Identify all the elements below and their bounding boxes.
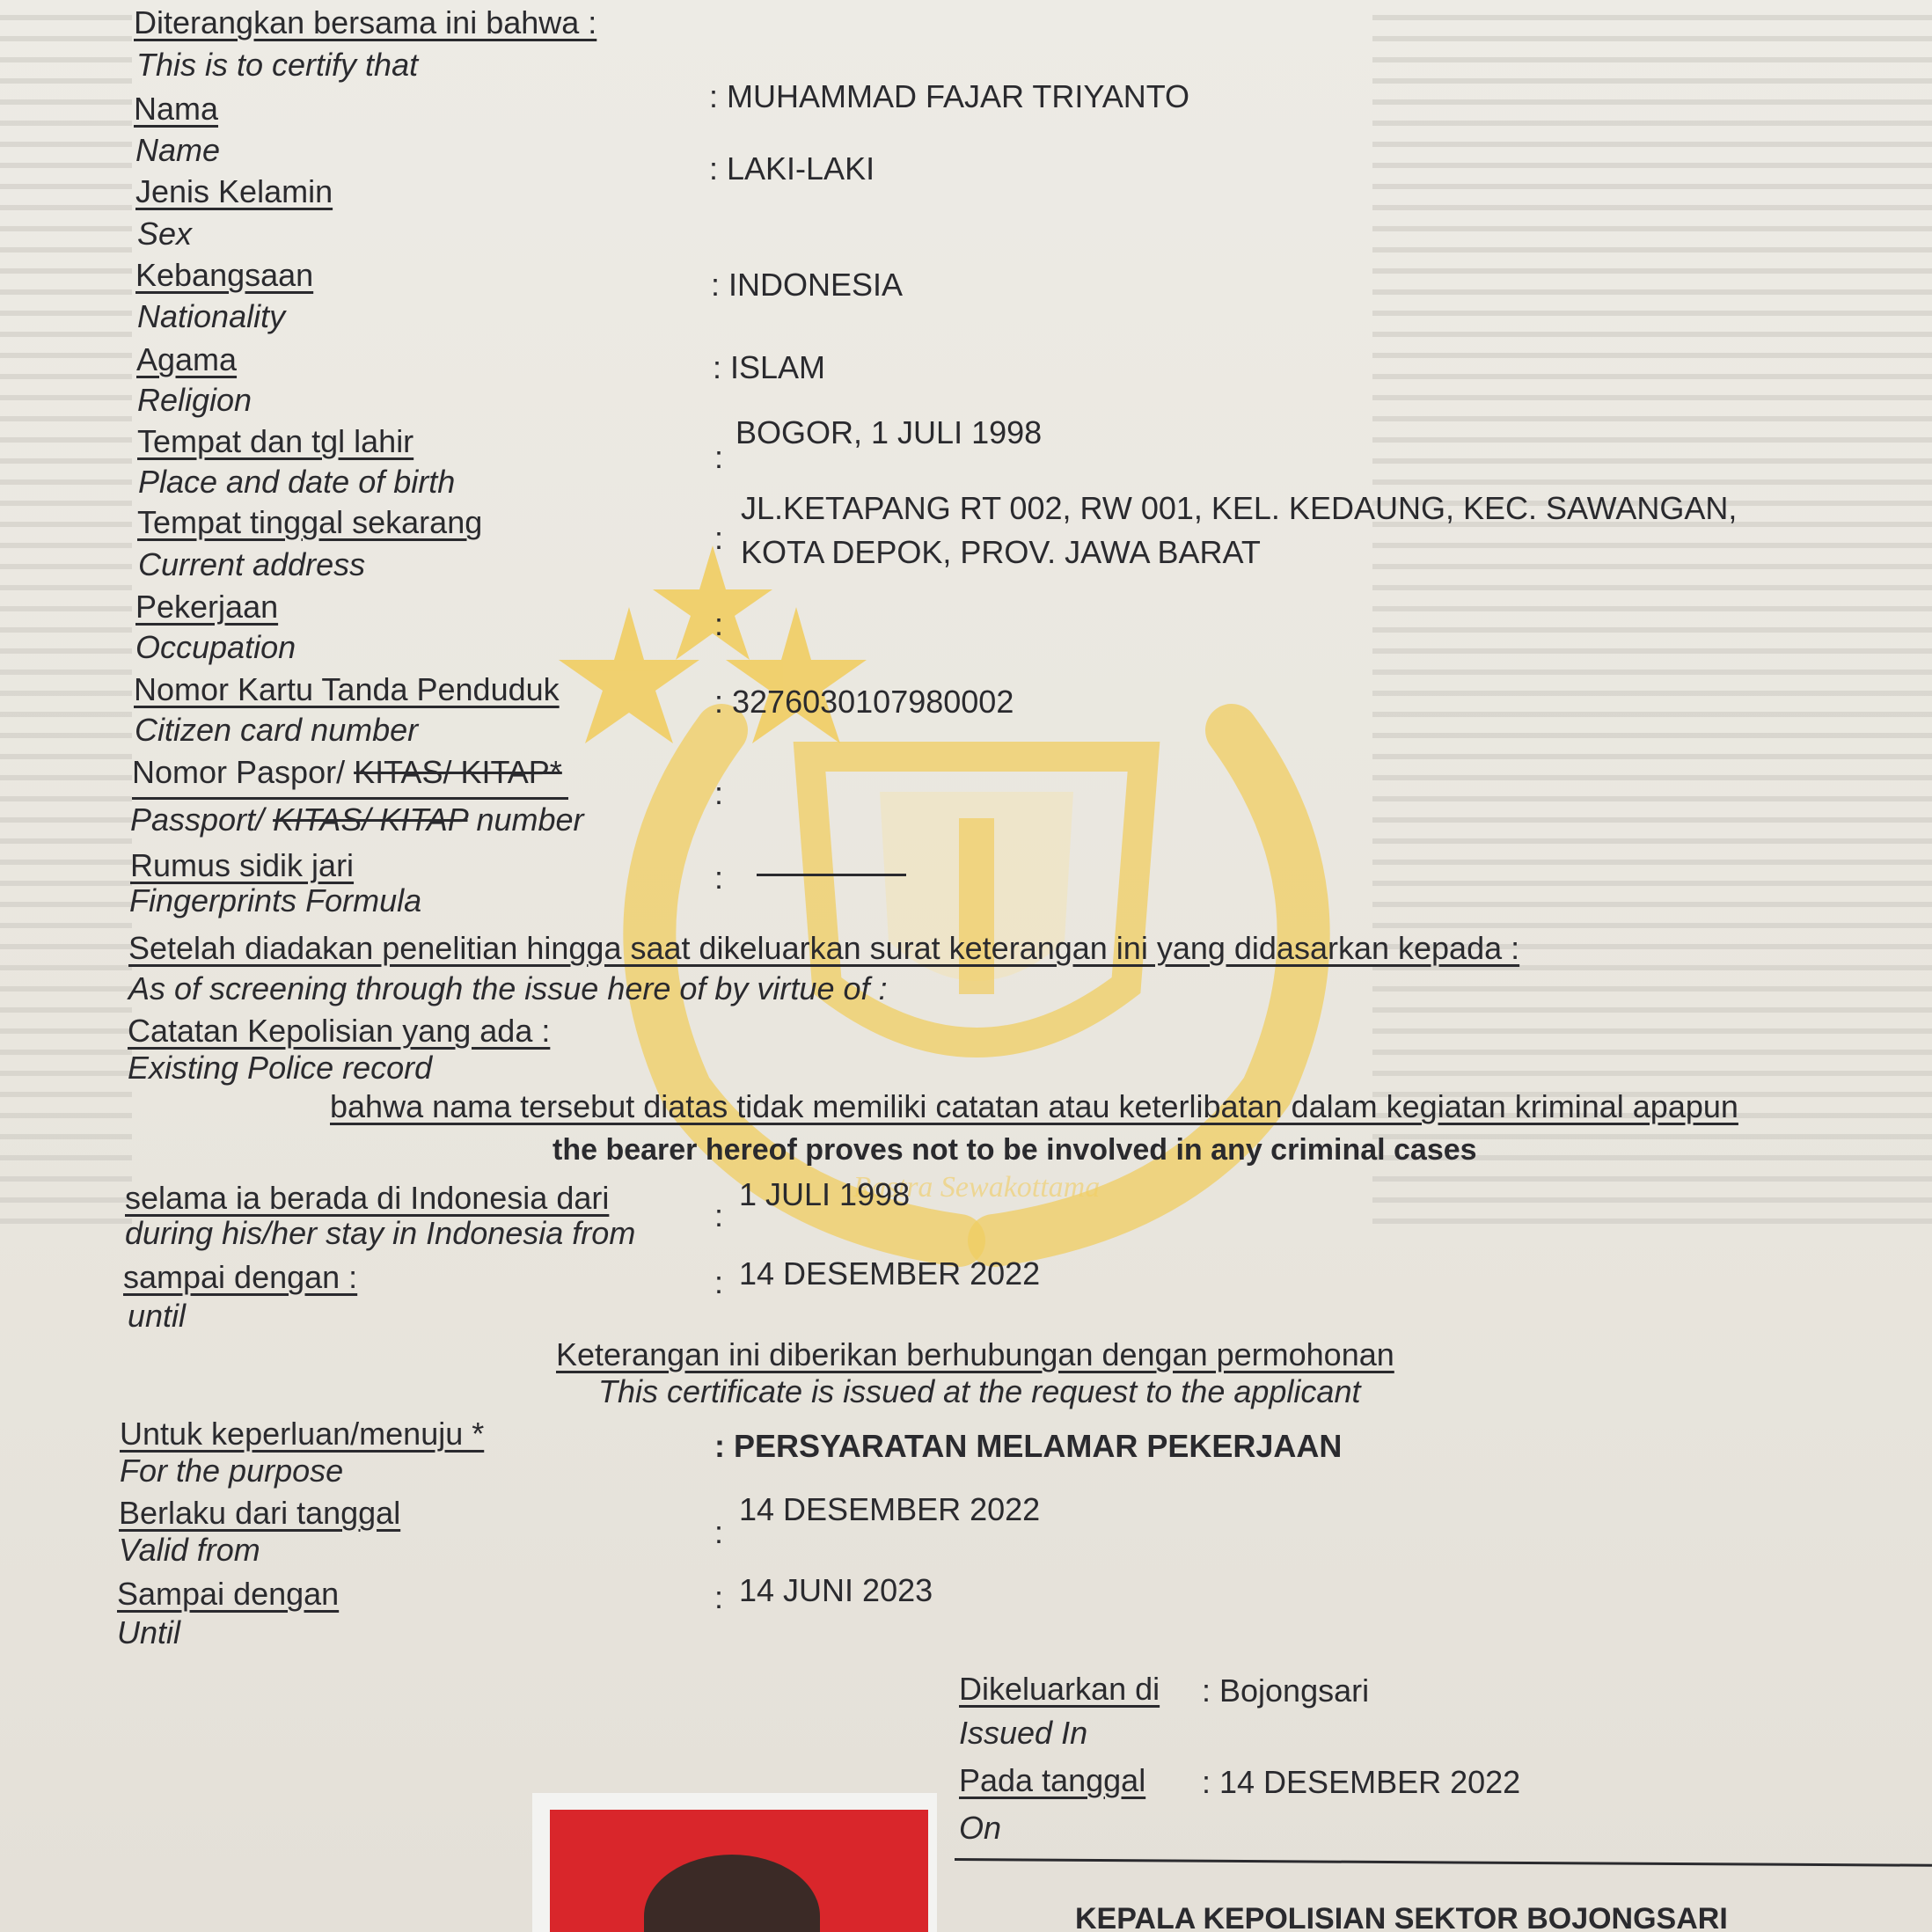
- colon-alamat: :: [714, 520, 724, 556]
- value-alamat-line1: JL.KETAPANG RT 002, RW 001, KEL. KEDAUNG, KEC. SAWANGAN,: [741, 490, 1738, 526]
- colon-ttl: :: [714, 439, 724, 475]
- label-pekerjaan: Pekerjaan: [135, 589, 279, 625]
- label-tempat-tgl-lahir: Tempat dan tgl lahir: [137, 423, 414, 459]
- colon-stay-until: :: [714, 1264, 724, 1300]
- value-issue-date: : 14 DESEMBER 2022: [1202, 1764, 1521, 1800]
- value-ttl: BOGOR, 1 JULI 1998: [735, 414, 1043, 450]
- label-catatan-kepolisian: Catatan Kepolisian yang ada :: [128, 1013, 551, 1049]
- value-valid-until: 14 JUNI 2023: [739, 1572, 933, 1608]
- value-nama: : MUHAMMAD FAJAR TRIYANTO: [709, 78, 1190, 114]
- label-nationality: Nationality: [137, 298, 286, 334]
- label-number-text: number: [467, 801, 584, 838]
- crest-star-left: [559, 607, 699, 743]
- colon-valid-from: :: [714, 1514, 724, 1550]
- police-crest-watermark: [545, 528, 1408, 1284]
- label-place-date-birth: Place and date of birth: [138, 464, 456, 500]
- sidik-jari-blank-line: [757, 874, 906, 876]
- label-on: On: [959, 1810, 1002, 1846]
- label-kitas-kitap-struck: KITAS/ KITAP*: [354, 754, 562, 790]
- value-stay-from: 1 JULI 1998: [739, 1176, 911, 1212]
- label-issued-in: Issued In: [959, 1715, 1088, 1751]
- intro-line-english: This is to certify that: [136, 47, 419, 83]
- label-valid-from: Valid from: [119, 1532, 260, 1568]
- value-jenis-kelamin: : LAKI-LAKI: [709, 150, 875, 187]
- label-religion: Religion: [137, 382, 252, 418]
- label-existing-police-record: Existing Police record: [128, 1050, 433, 1086]
- label-tempat-tinggal: Tempat tinggal sekarang: [137, 504, 483, 540]
- label-dikeluarkan-di: Dikeluarkan di: [959, 1671, 1160, 1707]
- label-kitas-kitap-en-struck: KITAS/ KITAP: [273, 801, 468, 838]
- value-agama: : ISLAM: [713, 349, 826, 385]
- label-agama: Agama: [136, 341, 238, 377]
- label-rumus-sidik-jari: Rumus sidik jari: [130, 847, 355, 883]
- value-issued-in: : Bojongsari: [1202, 1672, 1370, 1709]
- label-fingerprints-formula: Fingerprints Formula: [129, 882, 422, 918]
- label-passport-number: [130, 801, 584, 838]
- colon-valid-until: :: [714, 1579, 724, 1615]
- label-nomor-paspor: [132, 754, 562, 790]
- colon-pekerjaan: :: [714, 606, 724, 642]
- label-name: Name: [135, 132, 221, 168]
- label-nomor-paspor-text: Nomor Paspor/: [132, 754, 355, 790]
- label-sex: Sex: [137, 216, 193, 252]
- intro-line-indonesian: Diterangkan bersama ini bahwa :: [134, 4, 597, 40]
- screening-line-english: As of screening through the issue here of by virtue of :: [128, 970, 888, 1006]
- screening-line-indonesian: Setelah diadakan penelitian hingga saat dikeluarkan surat keterangan ini yang didasarkan kepada :: [128, 930, 1520, 966]
- colon-paspor: :: [714, 775, 724, 811]
- value-stay-until: 14 DESEMBER 2022: [739, 1255, 1041, 1292]
- request-line-english: This certificate is issued at the request to the applicant: [598, 1373, 1361, 1409]
- crest-motto: Rastra Sewakottama: [853, 1171, 1101, 1204]
- label-stay-until: sampai dengan :: [123, 1259, 358, 1295]
- label-current-address: Current address: [138, 546, 366, 582]
- statement-indonesian: bahwa nama tersebut diatas tidak memiliki catatan atau keterlibatan dalam kegiatan kriminal apapun: [330, 1088, 1738, 1124]
- label-sampai-dengan: Sampai dengan: [117, 1576, 340, 1612]
- label-kebangsaan: Kebangsaan: [135, 257, 314, 293]
- value-kebangsaan: : INDONESIA: [711, 267, 904, 303]
- label-nomor-ktp: Nomor Kartu Tanda Penduduk: [134, 671, 560, 707]
- colon-sidik-jari: :: [714, 860, 724, 896]
- label-stay-from-english: during his/her stay in Indonesia from: [125, 1215, 636, 1251]
- label-for-the-purpose: For the purpose: [120, 1453, 344, 1489]
- label-stay-until-english: until: [128, 1298, 187, 1334]
- label-passport-text: Passport/: [130, 801, 274, 838]
- value-purpose: : PERSYARATAN MELAMAR PEKERJAAN: [714, 1428, 1343, 1464]
- label-jenis-kelamin: Jenis Kelamin: [135, 173, 333, 209]
- signatory-title: KEPALA KEPOLISIAN SEKTOR BOJONGSARI: [1075, 1902, 1728, 1932]
- value-alamat-line2: KOTA DEPOK, PROV. JAWA BARAT: [741, 534, 1261, 570]
- label-until: Until: [117, 1614, 181, 1650]
- label-pada-tanggal: Pada tanggal: [959, 1762, 1146, 1798]
- label-berlaku-dari: Berlaku dari tanggal: [119, 1495, 401, 1531]
- request-line-indonesian: Keterangan ini diberikan berhubungan dengan permohonan: [556, 1336, 1394, 1372]
- label-nama: Nama: [134, 91, 219, 127]
- value-valid-from: 14 DESEMBER 2022: [739, 1491, 1041, 1527]
- label-stay-from: selama ia berada di Indonesia dari: [125, 1180, 610, 1216]
- label-paspor-underline: [132, 797, 568, 800]
- crest-torch: [959, 818, 994, 994]
- colon-stay-from: :: [714, 1197, 724, 1233]
- value-nik: : 3276030107980002: [714, 684, 1014, 720]
- label-occupation: Occupation: [135, 629, 296, 665]
- label-citizen-card-number: Citizen card number: [135, 712, 419, 748]
- label-untuk-keperluan: Untuk keperluan/menuju *: [120, 1416, 485, 1452]
- crest-star-right: [726, 607, 867, 743]
- statement-english: the bearer hereof proves not to be involved in any criminal cases: [553, 1133, 1477, 1167]
